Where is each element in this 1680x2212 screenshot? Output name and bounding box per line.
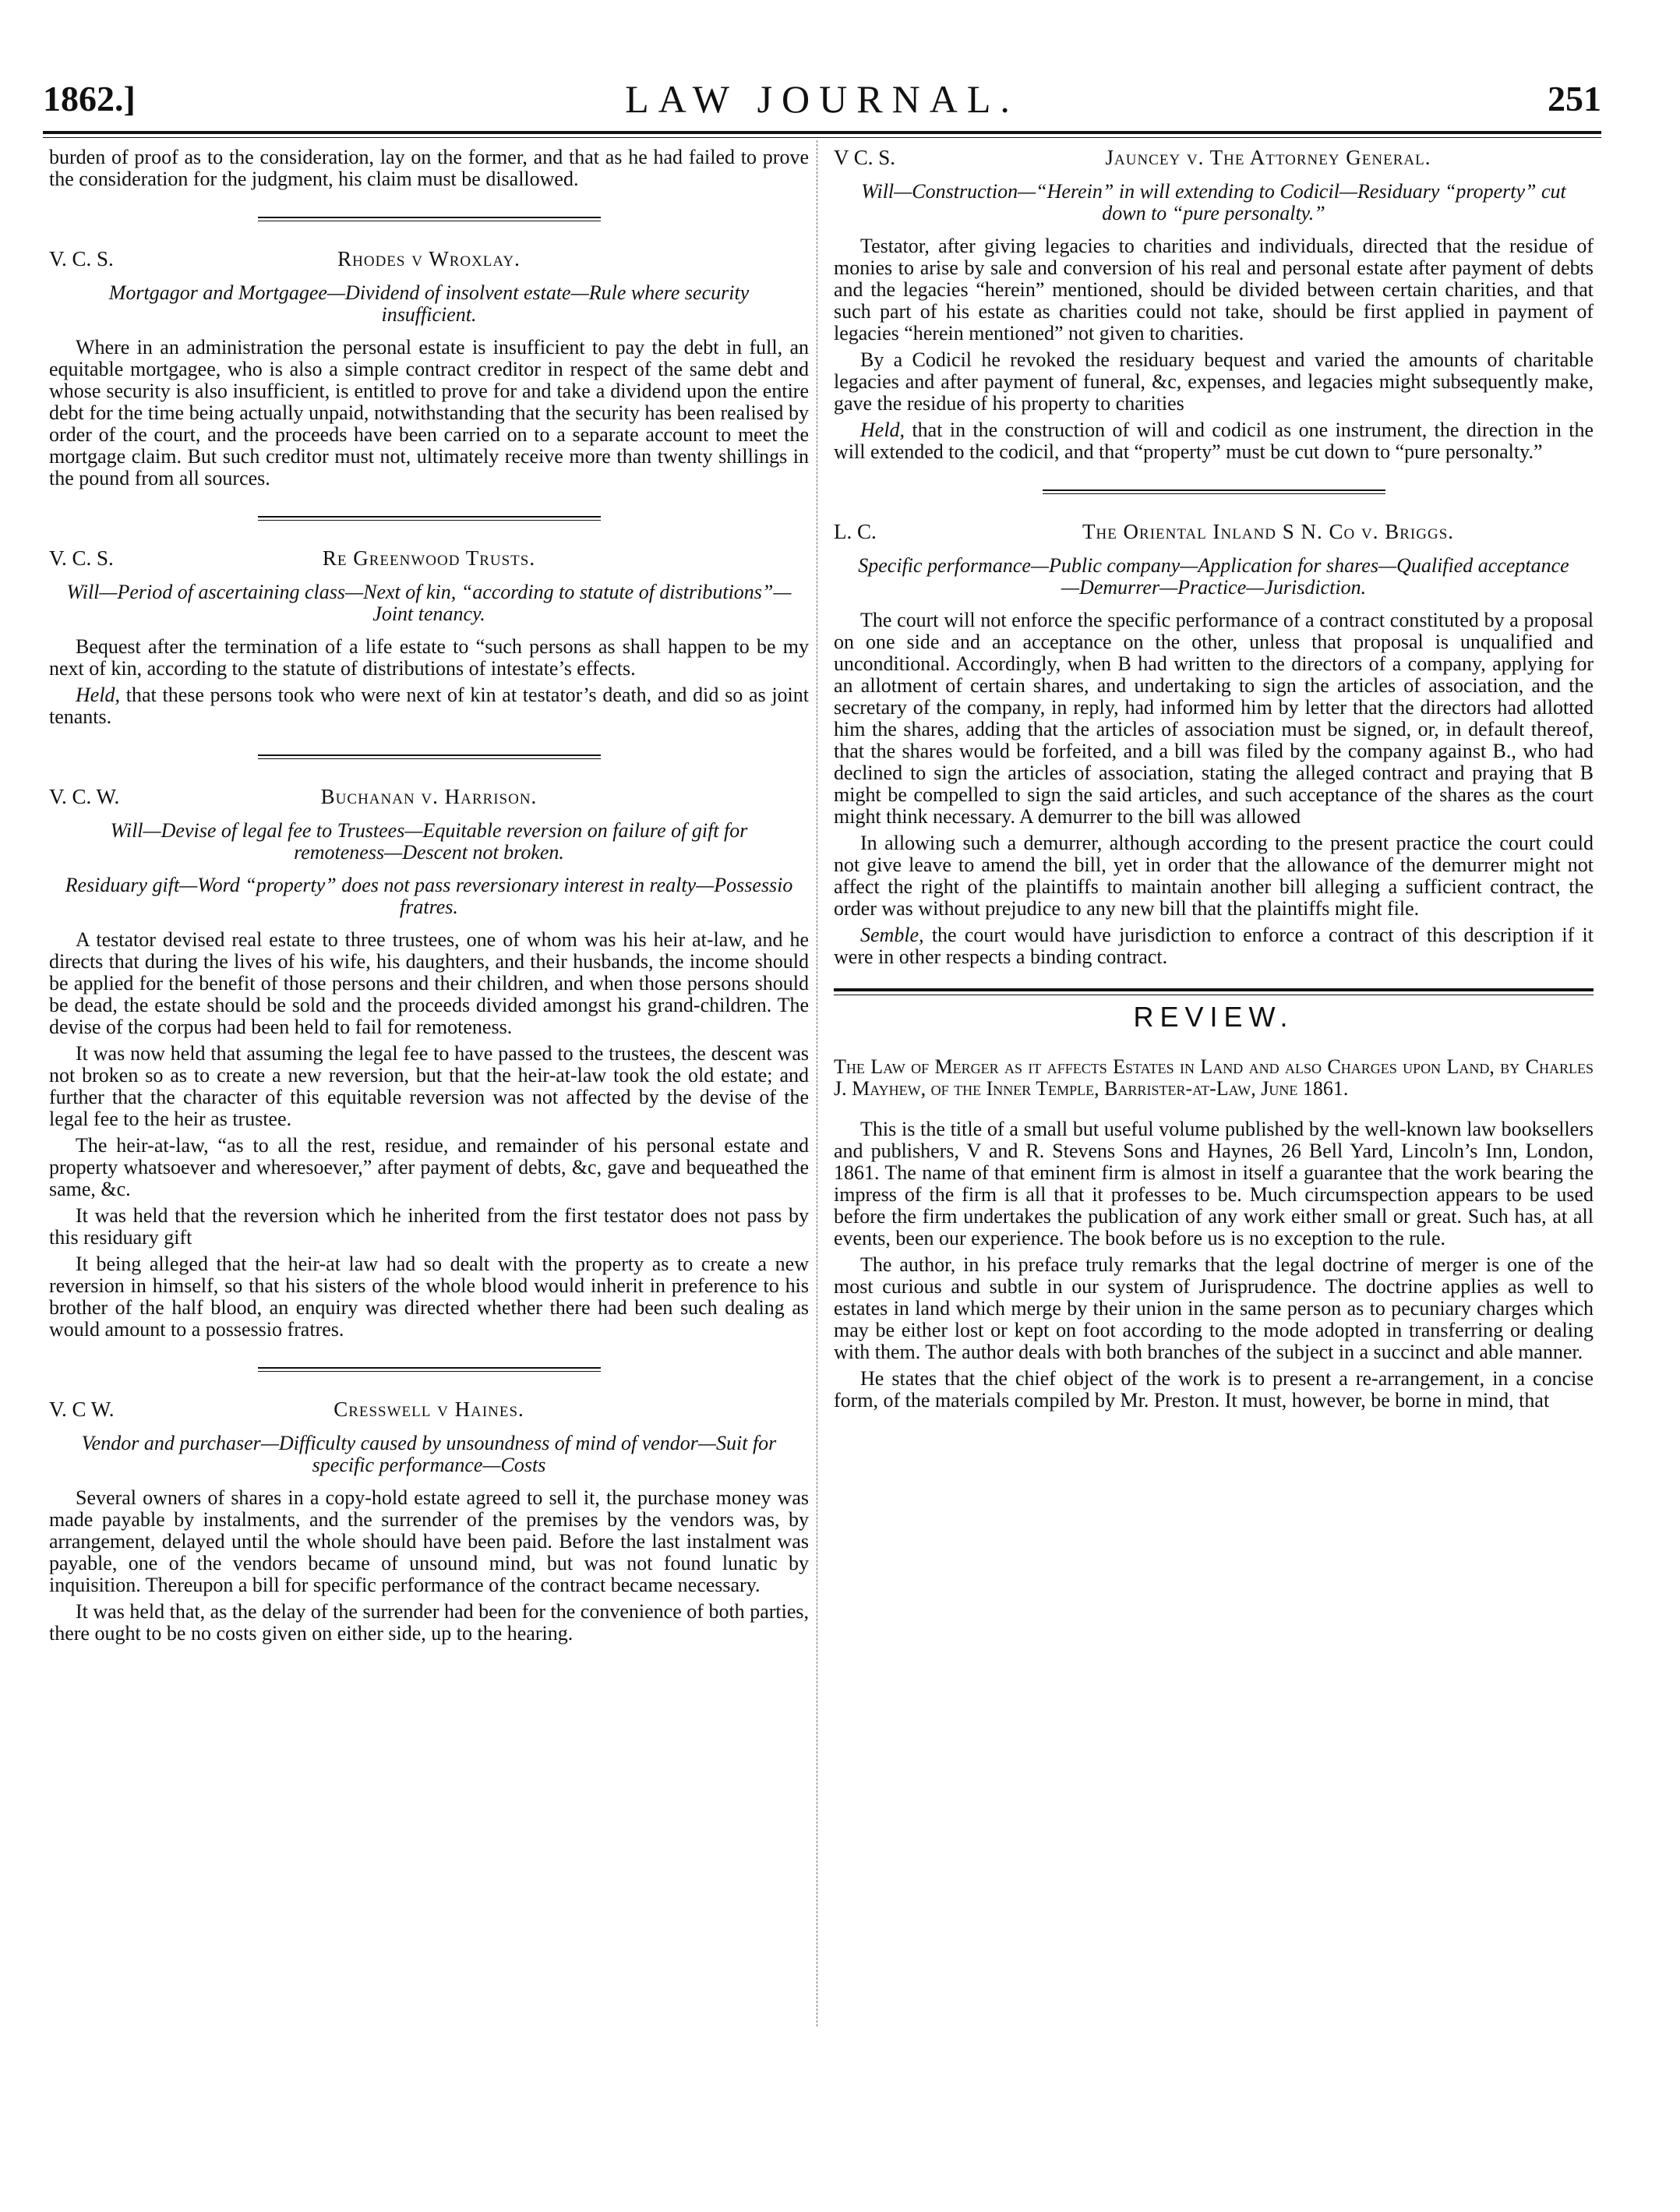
- case-paragraph: Testator, after giving legacies to charities and individuals, directed that the residue of monies to arise by sale and conversion of his real and personal estate after payment of debts and the legacies “herein” mentioned, should be divided between certain charities, and that such part of his estate as charities could not take, should be first applied in payment of legacies “herein mentioned” not given to charities.: [834, 235, 1594, 345]
- court-label: V. C. W.: [49, 785, 120, 808]
- held-paragraph: Held, that in the construction of will and codicil as one instrument, the direction in the will extended to the codicil, and that “property” must be cut down to “pure personalty.”: [834, 419, 1594, 463]
- case-title: Cresswell v Haines.: [334, 1398, 524, 1421]
- court-label: V. C. S.: [49, 247, 114, 270]
- case-buchanan-v-harrison: [49, 786, 809, 1341]
- page-number: 251: [1548, 79, 1601, 118]
- review-paragraph: This is the title of a small but useful volume published by the well-known law booksellers and publishers, V and R. Stevens Sons and Haynes, 26 Bell Yard, Lincoln’s Inn, London, 1861. The name of that eminent firm is almost in itself a guarantee that the work bearing the impress of the firm is all that it professes to be. Much circumspection appears to be used before the firm undertakes the publication of any work either small or great. Such has, at all events, been our experience. The book before us is no exception to the rule.: [834, 1118, 1594, 1249]
- semble-paragraph: Semble, the court would have jurisdiction to enforce a contract of this description if it were in other respects a binding contract.: [834, 924, 1594, 968]
- case-title: Jauncey v. The Attorney General.: [1105, 146, 1431, 169]
- review-book-title: The Law of Merger as it affects Estates in Land and also Charges upon Land, by Charles J. Mayhew, of the Inner Temple, Barrister-at-Law, June 1861.: [834, 1055, 1594, 1100]
- right-column: [834, 147, 1594, 1416]
- case-jauncey-v-attorney-general: [834, 147, 1594, 463]
- case-divider: [1043, 489, 1385, 494]
- running-head: [43, 72, 1601, 126]
- case-paragraph: It was held that the reversion which he inherited from the first testator does not pass by this residuary gift: [49, 1204, 809, 1249]
- review-section: [834, 1001, 1594, 1412]
- case-paragraph: The court will not enforce the specific performance of a contract constituted by a proposal on one side and an acceptance on the other, unless that proposal is unqualified and unconditional. Accordingly, when B had written to the directors of a company, applying for an allotment of certain shares, and undertaking to sign the articles of association, and the secretary of the company, in reply, had informed him by letter that the directors had allotted him the shares, adding that the articles of association must be signed, or, in default thereof, that the shares would be forfeited, and a bill was filed by the company against B., who had declined to sign the articles of association, stating the alleged contract and praying that B might be compelled to sign the said articles, and such acceptance of the shares as the court might think necessary. A demurrer to the bill was allowed: [834, 609, 1594, 828]
- case-paragraph: Bequest after the termination of a life estate to “such persons as shall happen to be my next of kin, according to the statute of distributions of intestate’s effects.: [49, 635, 809, 680]
- review-paragraph: He states that the chief object of the work is to present a re-arrangement, in a concise form, of the materials compiled by Mr. Preston. It must, however, be borne in mind, that: [834, 1367, 1594, 1412]
- court-label: V. C W.: [49, 1398, 115, 1421]
- case-paragraph: By a Codicil he revoked the residuary bequest and varied the amounts of charitable legacies and after payment of funeral, &c, expenses, and legacies might subsequently make, gave the residue of his property to charities: [834, 348, 1594, 415]
- headnote: Specific performance—Public company—Application for shares—Qualified acceptance—Demurrer—Practice—Jurisdiction.: [858, 554, 1569, 599]
- case-paragraph: Several owners of shares in a copy-hold estate agreed to sell it, the purchase money was made payable by instalments, and the surrender of the premises by the vendors was, by arrangement, delayed until the whole should have been paid. Before the last instalment was payable, one of the vendors became of unsound mind, but was not found lunatic by inquisition. Thereupon a bill for specific performance of the contract became necessary.: [49, 1486, 809, 1596]
- case-divider: [258, 1367, 601, 1372]
- case-paragraph: It was held that, as the delay of the surrender had been for the convenience of both parties, there ought to be no costs given on either side, up to the hearing.: [49, 1600, 809, 1645]
- journal-title: LAW JOURNAL.: [625, 77, 1019, 121]
- review-heading: REVIEW.: [1133, 1001, 1294, 1033]
- headnote: Will—Period of ascertaining class—Next of kin, “according to statute of distributions”—Joint tenancy.: [66, 581, 792, 625]
- headnote: Will—Construction—“Herein” in will extending to Codicil—Residuary “property” cut down to “pure personalty.”: [861, 180, 1566, 224]
- held-paragraph: Held, that these persons took who were next of kin at testator’s death, and did so as joint tenants.: [49, 684, 810, 728]
- case-heading: [49, 1398, 809, 1423]
- headnote-secondary: Residuary gift—Word “property” does not pass reversionary interest in realty—Possessio fratres.: [65, 874, 793, 918]
- review-paragraph: The author, in his preface truly remarks that the legal doctrine of merger is one of the most curious and subtle in our system of Jurisprudence. The doctrine applies as well to estates in land which merge by their union in the same person as to pecuniary charges which may be either lost or kept on foot according to the mode adopted in transferring or dealing with them. The author deals with both branches of the subject in a succinct and able manner.: [834, 1253, 1594, 1363]
- court-label: L. C.: [834, 520, 877, 543]
- case-paragraph: In allowing such a demurrer, although according to the present practice the court could not give leave to amend the bill, yet in order that the allowance of the demurrer might not affect the right of the plaintiffs to maintain another bill alleging a sufficient contract, the order was without prejudice to any new bill that the plaintiffs might file.: [834, 832, 1594, 920]
- case-title: The Oriental Inland S N. Co v. Briggs.: [1082, 520, 1455, 543]
- case-paragraph: It was now held that assuming the legal fee to have passed to the trustees, the descent was not broken so as to create a new reversion, but that the heir-at-law took the old estate; and further that the character of this equitable reversion was not affected by the devise of the legal fee to the heir as trustee.: [49, 1042, 809, 1130]
- left-column: [49, 147, 809, 1649]
- case-paragraph: Where in an administration the personal estate is insufficient to pay the debt in full, an equitable mortgagee, who is also a simple contract creditor in respect of the same debt and whose security is also insufficient, is entitled to prove for and take a dividend upon the entire debt for the time being actually unpaid, notwithstanding that the security has been realised by order of the court, and the proceeds have been carried on to a separate account to meet the mortgage claim. But such creditor must not, ultimately receive more than twenty shillings in the pound from all sources.: [49, 336, 809, 489]
- case-title: Buchanan v. Harrison.: [320, 785, 538, 808]
- year: 1862.]: [43, 79, 136, 118]
- case-heading: [49, 547, 809, 572]
- case-title: Rhodes v Wroxlay.: [337, 247, 521, 270]
- court-label: V. C. S.: [49, 546, 114, 570]
- case-divider: [258, 217, 601, 221]
- case-paragraph: It being alleged that the heir-at law had so dealt with the property as to create a new reversion in himself, so that his sisters of the whole blood would inherit in preference to his brother of the half blood, an enquiry was directed whether there had been such dealing as would amount to a possessio fratres.: [49, 1253, 809, 1341]
- case-divider: [258, 516, 601, 521]
- continuation-paragraph: burden of proof as to the consideration, lay on the former, and that as he had failed to prove the consideration for the judgment, his claim must be disallowed.: [49, 146, 809, 190]
- case-paragraph: A testator devised real estate to three trustees, one of whom was his heir at-law, and he directs that during the lives of his wife, his daughters, and their husbands, the income should be applied for the benefit of those persons and their children, and when those persons should be dead, the estate should be sold and the proceeds divided amongst his grand-children. The devise of the corpus had been held to fail for remoteness.: [49, 928, 809, 1038]
- headnote: Vendor and purchaser—Difficulty caused by unsoundness of mind of vendor—Suit for specific performance—Costs: [81, 1432, 777, 1476]
- case-heading: [49, 786, 809, 811]
- court-label: V C. S.: [834, 146, 896, 169]
- headnote: Will—Devise of legal fee to Trustees—Equitable reversion on failure of gift for remoteness—Descent not broken.: [110, 819, 748, 864]
- case-heading: [834, 521, 1594, 546]
- case-oriental-inland-v-briggs: [834, 521, 1594, 968]
- case-cresswell-v-haines: [49, 1398, 809, 1645]
- case-title: Re Greenwood Trusts.: [322, 546, 536, 570]
- case-rhodes-v-wroxlay: [49, 248, 809, 489]
- case-paragraph: The heir-at-law, “as to all the rest, residue, and remainder of his personal estate and property whatsoever and wheresoever,” after payment of debts, &c, gave and bequeathed the same, &c.: [49, 1134, 809, 1200]
- case-re-greenwood-trusts: [49, 547, 809, 728]
- header-rule: [43, 131, 1601, 138]
- case-heading: [834, 147, 1594, 171]
- case-heading: [49, 248, 809, 273]
- case-divider: [258, 754, 601, 759]
- headnote: Mortgagor and Mortgagee—Dividend of insolvent estate—Rule where security insufficient.: [108, 281, 750, 326]
- review-rule: [834, 988, 1594, 995]
